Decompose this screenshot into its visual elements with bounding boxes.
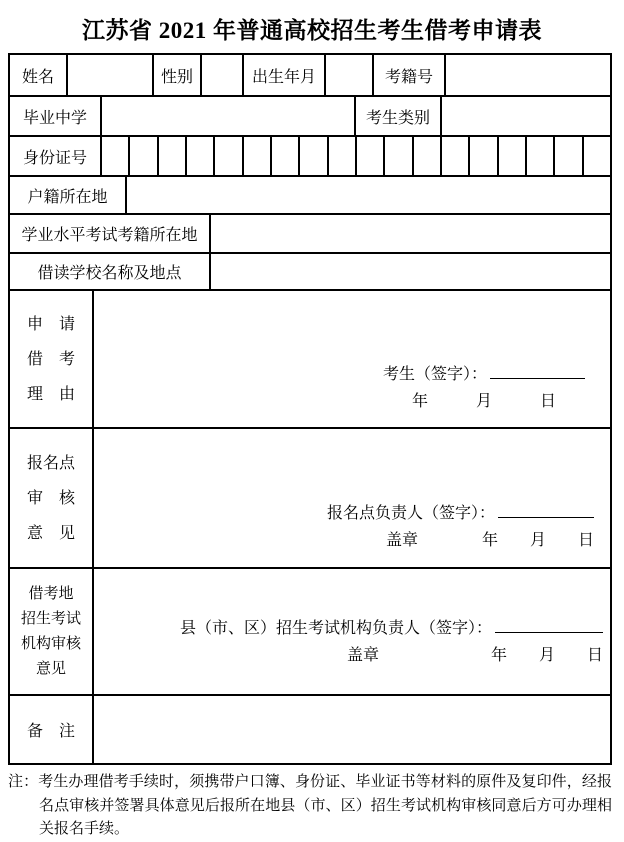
graduate-school-input-cell[interactable]: [100, 97, 354, 135]
id-digit-cell[interactable]: [525, 137, 553, 175]
registration-head-signature-label: 报名点负责人（签字）：: [326, 505, 495, 522]
row-remarks: [10, 694, 610, 763]
academic-exam-location-input-cell[interactable]: [209, 215, 610, 252]
candidate-category-input-cell[interactable]: [440, 97, 610, 135]
id-digit-cell[interactable]: [185, 137, 213, 175]
candidate-signature-block: [383, 364, 585, 413]
household-location-label: 户籍所在地: [27, 188, 108, 206]
agency-head-signature-line[interactable]: [495, 618, 603, 633]
agency-seal-date-line: 盖章 年 月 日: [346, 647, 603, 664]
agency-head-signature-block: [180, 618, 603, 667]
note-text: 考生办理借考手续时，须携带户口簿、身份证、毕业证书等材料的原件及复印件，经报名点审核并签署具体意见后报所在地县（市、区）招生考试机构审核同意后方可办理相关报名手续。: [38, 774, 612, 838]
candidate-signature-line[interactable]: [490, 364, 585, 379]
exam-registration-no-label: 考籍号: [372, 55, 444, 95]
id-digit-cell[interactable]: [440, 137, 468, 175]
row-registration-review: [10, 427, 610, 567]
id-digit-cell[interactable]: [582, 137, 610, 175]
id-digit-cell[interactable]: [355, 137, 383, 175]
id-digit-cell[interactable]: [553, 137, 581, 175]
candidate-date-line: 年 月 日: [411, 393, 556, 410]
id-digit-cell[interactable]: [128, 137, 156, 175]
gender-input-cell[interactable]: [200, 55, 242, 95]
id-digit-cell[interactable]: [102, 137, 128, 175]
row-academic-exam-location: [10, 213, 610, 252]
id-digit-cell[interactable]: [213, 137, 241, 175]
id-digit-cell[interactable]: [298, 137, 326, 175]
application-form-table: [8, 53, 612, 765]
apply-reason-label: 申 请 借 考 理 由: [26, 315, 75, 403]
row-school-category: [10, 95, 610, 135]
registration-review-label: 报名点 审 核 意 见: [26, 454, 75, 542]
id-number-label: 身份证号: [22, 149, 87, 167]
agency-head-signature-label: 县（市、区）招生考试机构负责人（签字）：: [179, 620, 492, 637]
agency-review-area[interactable]: [92, 569, 610, 694]
registration-seal-date-line: 盖章 年 月 日: [385, 532, 594, 549]
row-borrow-school: [10, 252, 610, 289]
candidate-signature-label: 考生（签字）：: [382, 366, 487, 383]
remarks-input-cell[interactable]: [92, 696, 610, 763]
row-apply-reason: [10, 289, 610, 427]
id-digit-cell[interactable]: [270, 137, 298, 175]
id-digit-cell[interactable]: [242, 137, 270, 175]
birth-date-label: 出生年月: [242, 55, 324, 95]
form-title: 江苏省 2021 年普通高校招生考生借考申请表: [82, 18, 542, 43]
id-digit-cells: [100, 137, 610, 175]
name-label: 姓名: [21, 68, 54, 86]
registration-head-signature-block: [327, 503, 594, 552]
exam-registration-no-input-cell[interactable]: [444, 55, 610, 95]
apply-reason-area[interactable]: [92, 291, 610, 427]
household-location-input-cell[interactable]: [125, 177, 610, 213]
agency-review-label: 借考地 招生考试 机构审核 意见: [20, 585, 81, 677]
note-prefix: 注：: [8, 774, 39, 790]
id-digit-cell[interactable]: [412, 137, 440, 175]
candidate-category-label: 考生类别: [354, 97, 440, 135]
id-digit-cell[interactable]: [497, 137, 525, 175]
id-digit-cell[interactable]: [157, 137, 185, 175]
id-digit-cell[interactable]: [468, 137, 496, 175]
birth-date-input-cell[interactable]: [324, 55, 372, 95]
registration-review-area[interactable]: [92, 429, 610, 567]
remarks-label: 备 注: [26, 723, 75, 740]
name-input-cell[interactable]: [66, 55, 152, 95]
academic-exam-location-label: 学业水平考试考籍所在地: [21, 227, 198, 244]
footer-note: [8, 771, 612, 842]
borrow-school-label: 借读学校名称及地点: [37, 265, 182, 282]
row-agency-review: [10, 567, 610, 694]
id-digit-cell[interactable]: [327, 137, 355, 175]
graduate-school-label: 毕业中学: [22, 109, 87, 127]
borrow-school-input-cell[interactable]: [209, 254, 610, 289]
row-basic-info: [10, 55, 610, 95]
id-digit-cell[interactable]: [383, 137, 411, 175]
gender-label: 性别: [152, 55, 200, 95]
row-household-location: [10, 175, 610, 213]
row-id-number: [10, 135, 610, 175]
registration-head-signature-line[interactable]: [498, 503, 594, 518]
